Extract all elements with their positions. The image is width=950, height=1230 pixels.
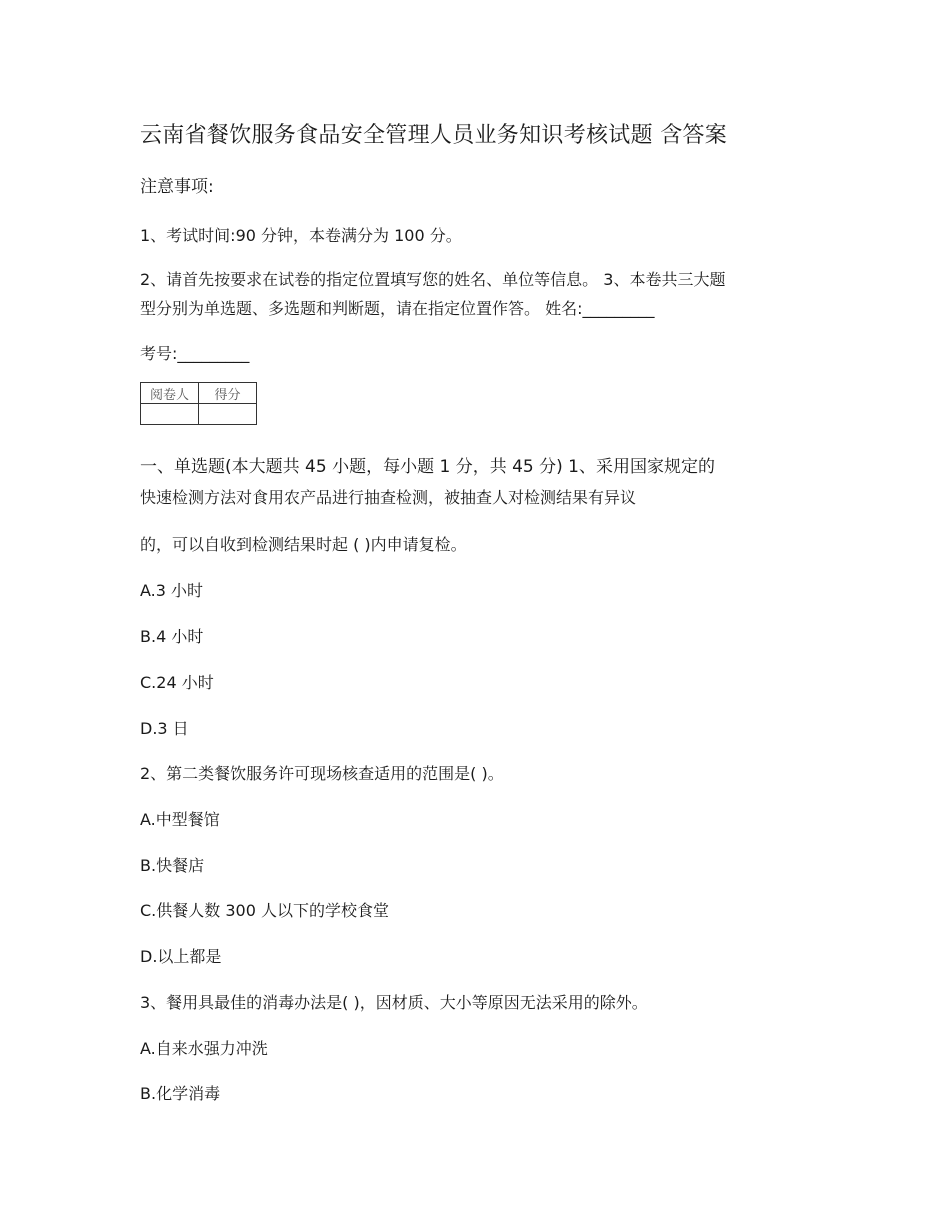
exam-number-field: 考号:_________: [140, 344, 250, 363]
q1-option-b: B.4 小时: [140, 627, 204, 646]
notice-item-3: 型分别为单选题、多选题和判断题，请在指定位置作答。 姓名:_________: [140, 299, 655, 318]
q2-option-d: D.以上都是: [140, 947, 222, 966]
q1-option-c: C.24 小时: [140, 673, 214, 692]
q1-option-d: D.3 日: [140, 719, 189, 738]
grader-header: 阅卷人: [141, 383, 199, 404]
score-header: 得分: [199, 383, 257, 404]
grader-cell: [141, 404, 199, 425]
q1-option-a: A.3 小时: [140, 581, 204, 600]
notice-heading: 注意事项:: [140, 177, 214, 197]
score-table-blank-row: [141, 404, 257, 425]
q1-stem-line-2: 的，可以自收到检测结果时起 ( )内申请复检。: [140, 535, 467, 554]
score-table: [140, 382, 257, 425]
score-cell: [199, 404, 257, 425]
notice-item-2: 2、请首先按要求在试卷的指定位置填写您的姓名、单位等信息。 3、本卷共三大题: [140, 270, 726, 289]
q2-stem: 2、第二类餐饮服务许可现场核查适用的范围是( )。: [140, 764, 504, 783]
document-title: 云南省餐饮服务食品安全管理人员业务知识考核试题 含答案: [140, 123, 728, 148]
q3-option-a: A.自来水强力冲洗: [140, 1039, 268, 1058]
notice-item-1: 1、考试时间:90 分钟，本卷满分为 100 分。: [140, 226, 462, 245]
q2-option-c: C.供餐人数 300 人以下的学校食堂: [140, 901, 389, 920]
q2-option-a: A.中型餐馆: [140, 810, 220, 829]
score-table-header-row: [141, 383, 257, 404]
q3-stem: 3、餐用具最佳的消毒办法是( )，因材质、大小等原因无法采用的除外。: [140, 993, 648, 1012]
q2-option-b: B.快餐店: [140, 856, 205, 875]
q3-option-b: B.化学消毒: [140, 1084, 221, 1103]
q1-stem-line-1: 快速检测方法对食用农产品进行抽查检测，被抽查人对检测结果有异议: [140, 488, 637, 507]
section-heading: 一、单选题(本大题共 45 小题，每小题 1 分，共 45 分) 1、采用国家规定的: [140, 457, 715, 477]
